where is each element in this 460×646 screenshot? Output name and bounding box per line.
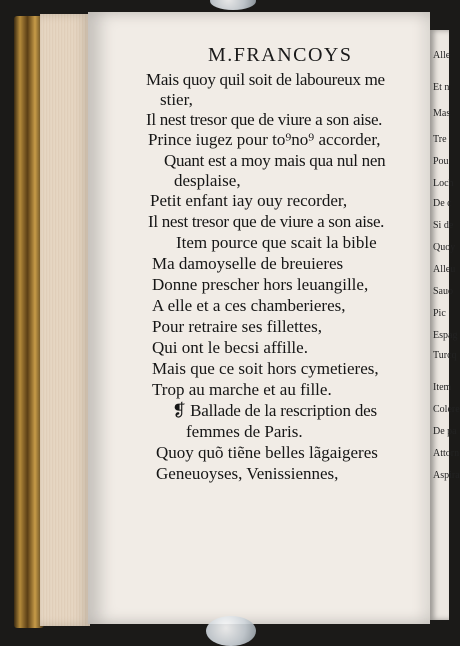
text-line: Ma damoyselle de breuieres: [152, 254, 344, 273]
text-line: Mais que ce soit hors cymetieres,: [152, 359, 379, 378]
facing-page-text: Aspira: [433, 470, 460, 481]
facing-page-text: Pou: [433, 156, 449, 167]
facing-page-text: Colere: [433, 404, 460, 415]
facing-page-text: Alleu: [433, 264, 456, 275]
section-heading: ❡ Ballade de la rescription des: [172, 401, 377, 420]
facing-page-text: Sauo: [433, 286, 453, 297]
text-line: Petit enfant iay ouy recorder,: [150, 191, 348, 210]
text-line: Item pource que scait la bible: [176, 233, 377, 252]
text-line: Pour retraire ses fillettes,: [152, 317, 322, 336]
text-line: Quant est a moy mais qua nul nen: [164, 151, 386, 170]
facing-page-text: Si de: [433, 220, 454, 231]
text-line: Prince iugez pour to⁹no⁹ accorder,: [148, 130, 381, 149]
facing-page-text: Espag: [433, 330, 458, 341]
text-line: Il nest tresor que de viure a son aise.: [146, 110, 383, 129]
text-line: Quoy quõ tiẽne belles lãgaigeres: [156, 443, 378, 462]
facing-page-text: Attorn: [433, 448, 460, 459]
facing-page-text: Item: [433, 382, 452, 393]
facing-page-text: Tre: [433, 134, 447, 145]
text-line: Geneuoyses, Venissiennes,: [156, 464, 339, 483]
facing-page-text: Quoy: [433, 242, 456, 253]
text-line: Il nest tresor que de viure a son aise.: [148, 212, 385, 231]
running-head: M.FRANCOYS: [208, 44, 353, 66]
facing-page-text: Loch: [433, 178, 454, 189]
text-line: Donne prescher hors leuangille,: [152, 275, 369, 294]
facing-page-text: Mas: [433, 108, 451, 119]
clasp-bottom: [206, 616, 256, 646]
text-line: desplaise,: [174, 171, 241, 190]
text-line: Trop au marche et au fille.: [152, 380, 332, 399]
facing-page-text: Et n: [433, 82, 450, 93]
text-line: stier,: [160, 90, 193, 109]
page-edges: [40, 14, 90, 626]
facing-page-text: Pic: [433, 308, 446, 319]
clasp-top: [210, 0, 256, 10]
facing-page-text: Alle: [433, 50, 451, 61]
facing-page-text: De c: [433, 198, 452, 209]
section-heading: femmes de Paris.: [186, 422, 303, 441]
facing-page-text: De pa: [433, 426, 457, 437]
text-line: A elle et a ces chamberieres,: [152, 296, 346, 315]
text-line: Qui ont le becsi affille.: [152, 338, 308, 357]
facing-page-text: Turcq: [433, 350, 457, 361]
text-line: Mais quoy quil soit de laboureux me: [146, 70, 385, 89]
facing-page: [430, 30, 460, 620]
